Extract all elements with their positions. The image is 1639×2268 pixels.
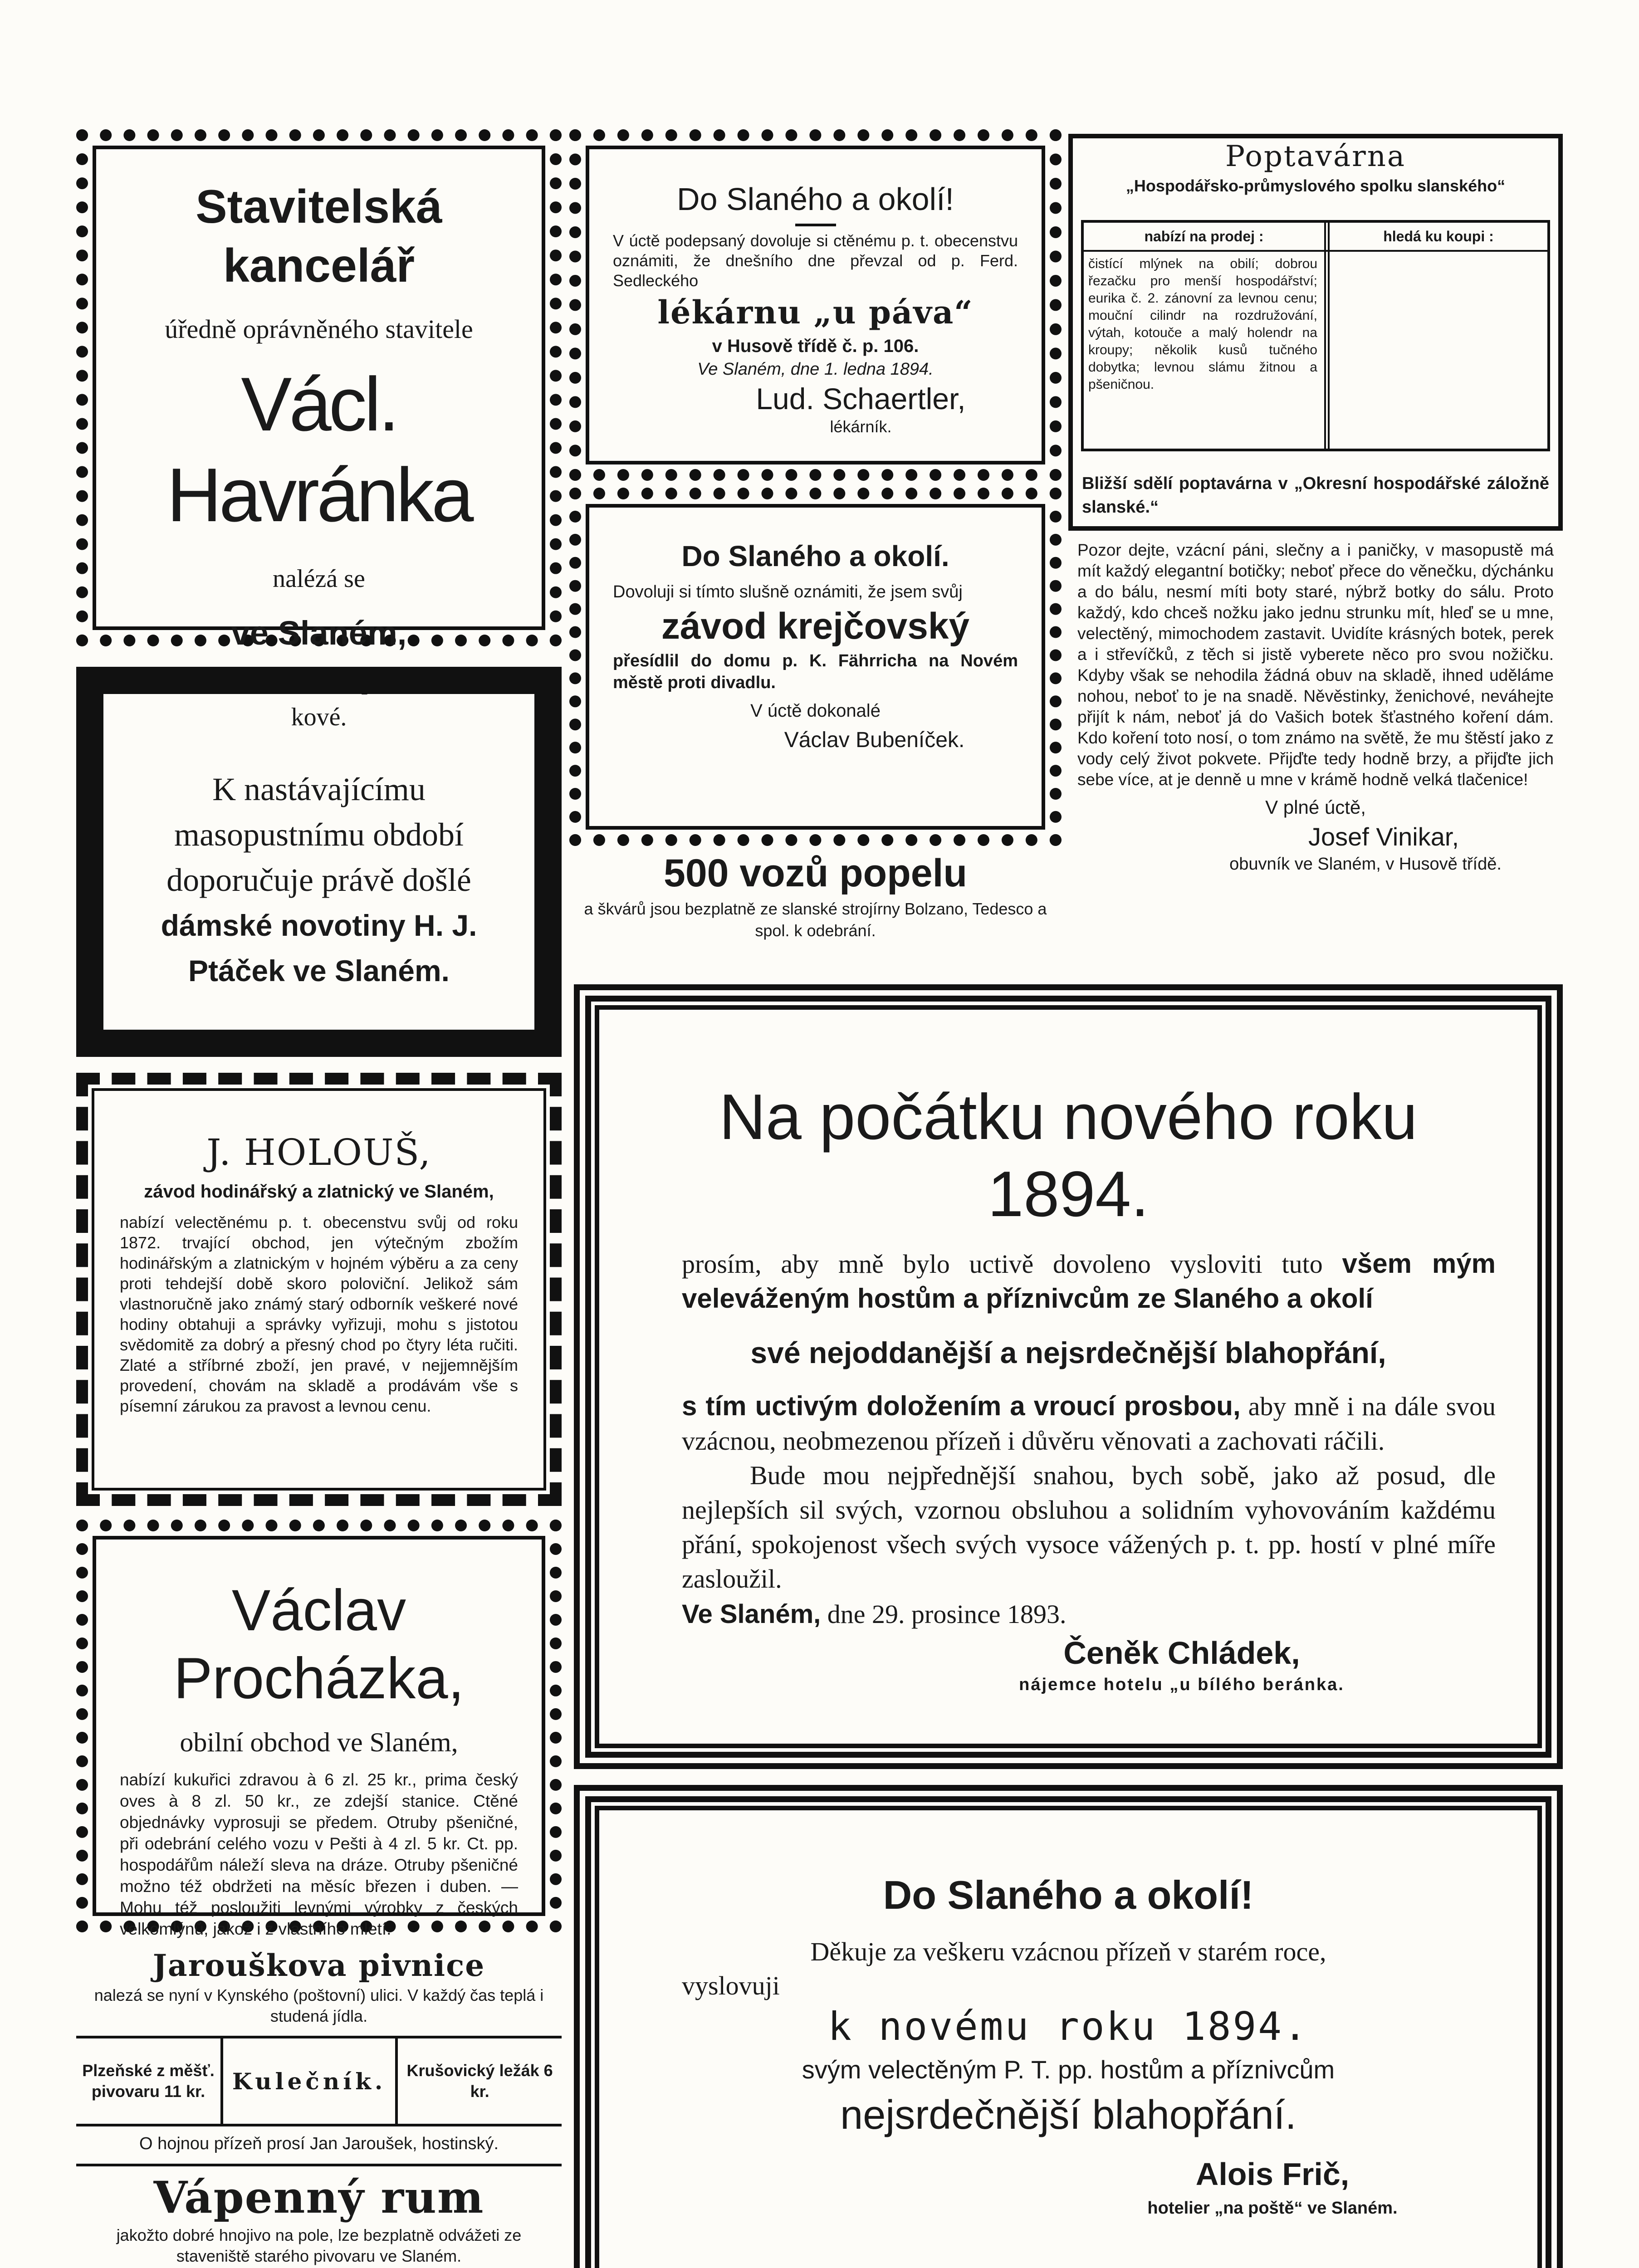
ad-text-large: nejsrdečnější blahopřání.: [840, 2092, 1297, 2138]
price-cell: Krušovický ležák 6 kr.: [396, 2037, 562, 2125]
ad-popel: [569, 848, 1062, 953]
ad-price-table: [76, 2036, 562, 2126]
ad-chladek: [574, 984, 1563, 1769]
ad-text: ve Slaném,: [231, 614, 407, 652]
short-rule: [795, 224, 836, 226]
ad-text: Ve Slaném, dne 1. ledna 1894.: [697, 360, 934, 379]
ad-stavitelska-kancelar: [76, 129, 562, 731]
ad-body: a škvárů jsou bezplatně ze slanské strojírny Bolzano, Tedesco a spol. k odebrání.: [584, 899, 1047, 940]
ad-text-bold: Ve Slaném,: [682, 1599, 821, 1629]
ad-text: doporučuje právě došlé: [166, 862, 471, 898]
poptavarna-table: [1081, 220, 1550, 451]
ad-text: vyslovuji: [682, 1971, 780, 2000]
ad-title: Do Slaného a okolí!: [883, 1872, 1254, 1917]
ad-title: Jarouškova pivnice: [152, 1948, 485, 1983]
ad-title: Vápenný rum: [153, 2172, 484, 2223]
ad-ptacek: [76, 667, 562, 1057]
ad-body: jakožto dobré hnojivo na pole, lze bezplatně odvážeti ze staveniště starého pivovaru ve Slaném.: [116, 2226, 522, 2265]
ad-text: přesídlil do domu p. K. Fährricha na Novém městě proti divadlu.: [613, 651, 1018, 692]
ad-vinikar: [1068, 540, 1563, 966]
ad-signer: Lud. Schaertler,: [756, 382, 966, 415]
ad-body: Dovoluji si tímto slušně oznámiti, že jsem svůj: [613, 582, 963, 601]
ad-subtitle: „Hospodářsko-průmyslového spolku slanského“: [1125, 176, 1506, 195]
ad-text: O hojnou přízeň prosí Jan Jaroušek, hostinský.: [139, 2134, 499, 2153]
ad-title: Do Slaného a okolí.: [681, 540, 949, 572]
ad-title: Na počátku nového roku 1894.: [719, 1081, 1418, 1230]
ad-name: lékárnu „u páva“: [657, 293, 974, 331]
ad-signer: Alois Frič,: [1195, 2156, 1350, 2192]
ad-paragraph: [641, 1389, 1496, 1458]
ad-name: závod krejčovský: [661, 606, 970, 647]
ad-signer: Josef Vinikar,: [1308, 822, 1459, 851]
ad-name: Václav Procházka,: [173, 1578, 465, 1711]
ad-text: Ptáček ve Slaném.: [188, 954, 450, 987]
ad-krejci: [569, 488, 1062, 846]
ad-name: Václ. Havránka: [166, 362, 471, 538]
ad-text: dne 29. prosince 1893.: [827, 1599, 1067, 1629]
ad-text-bold: všem mým veleváženým hostům a příznivcům ze Slaného a okolí: [682, 1248, 1496, 1314]
ad-body: V úctě podepsaný dovoluje si ctěnému p. t. obecenstvu oznámiti, že dnešního dne převzal od p. Ferd. Sedleckého: [613, 231, 1018, 290]
ad-subtitle: obilní obchod ve Slaném,: [180, 1727, 458, 1757]
ad-text: Bude mou nejpřednější snahou, bych sobě, jako až posud, dle nejlepších sil svých, vzornou obsluhou a solidním vyhovováním každému přání, spokojenost všech svých vysoce vážených p. t. pp. hostí v plné míře zasloužil.: [682, 1461, 1496, 1593]
ad-signer: Václav Bubeníček.: [784, 728, 965, 752]
ad-prochazka: [76, 1520, 562, 1938]
ad-jarouskova-pivnice: [76, 1946, 562, 2159]
ad-text: V plné úctě,: [1265, 797, 1366, 818]
ad-text: na náměstí v domě pí. Zahrád-: [163, 667, 475, 695]
ad-text-large: k novému roku 1894.: [828, 2004, 1309, 2049]
ad-text-bold: s tím uctivým doložením a vroucí prosbou,: [682, 1391, 1241, 1421]
price-cell: Kulečník.: [222, 2037, 396, 2125]
column-header: hledá ku koupi :: [1383, 228, 1494, 244]
ad-lekarna: [569, 129, 1062, 481]
ad-text: úředně oprávněného stavitele: [165, 314, 473, 344]
ad-vapenny-rum: [76, 2170, 562, 2268]
divider: [76, 2164, 562, 2166]
ad-text: nalezá se nyní v Kynského (poštovní) ulici. V každý čas teplá i studená jídla.: [94, 1986, 544, 2025]
ad-holous: [76, 1073, 562, 1506]
ad-text: dámské novotiny H. J.: [161, 909, 477, 942]
ad-text: masopustnímu období: [174, 816, 464, 853]
ad-text: v Husově třídě č. p. 106.: [712, 336, 919, 356]
ad-title: Do Slaného a okolí!: [677, 181, 954, 217]
column-divider: [1324, 223, 1330, 449]
ad-text: aby mně i na dále svou vzácnou, neobmezenou přízeň i důvěru věnovati a zachovati ráčili.: [682, 1392, 1496, 1456]
price-cell: Plzeňské z měšť. pivovaru 11 kr.: [76, 2037, 222, 2125]
offer-list: čistící mlýnek na obilí; dobrou řezačku pro menší hospodářství; eurika č. 2. zánovní za levnou cenu; mouční cilindr na rozdružování, výtah, kotouče a malý holendr na kroupy; několik kusů tučného dobytka; levnou slámu žitnou a pšeničnou.: [1088, 256, 1317, 392]
ad-title: 500 vozů popelu: [663, 851, 968, 895]
ad-text: nalézá se: [273, 565, 365, 593]
ad-text: hotelier „na poště“ ve Slaném.: [1147, 2199, 1398, 2218]
ad-date-line: [641, 1596, 1496, 1633]
ad-name: J. HOLOUŠ,: [206, 1131, 431, 1173]
column-header: nabízí na prodej :: [1144, 228, 1264, 244]
ad-footer: Bližší sdělí poptavárna v „Okresní hospodářské záložně slanské.“: [1082, 474, 1549, 517]
ad-poptavarna: [1068, 134, 1563, 531]
ad-body: nabízí velectěnému p. t. obecenstvu svůj od roku 1872. trvající obchod, jen výtečným zbožím hodinářským a zlatnickým v hojném výběru a za ceny proti tehdejší době skoro poloviční. Jelikož sám vlastnoručně jako známý starý odborník veškeré nové hodiny obtahuji a správky vyřizuji, mohu s jistotou svědomitě za dobrý a přesný chod po čtyry léta ručiti. Zlaté a stříbrné zboží, jen pravé, v nejjemnějším provedení, chovám na skladě a prodávám vše s písemní zárukou za pravost a levnou cenu.: [120, 1213, 518, 1415]
ad-text: K nastávajícímu: [212, 771, 426, 807]
ad-fric: [574, 1785, 1563, 2268]
ad-text: svým velectěným P. T. pp. hostům a příznivcům: [802, 2055, 1335, 2084]
ad-text: V úctě dokonalé: [750, 701, 881, 721]
ad-title: Poptavárna: [1225, 140, 1406, 173]
ad-text-bold: své nejoddanější a nejsrdečnější blahopřání,: [750, 1336, 1386, 1369]
ad-signer: Čeněk Chládek,: [1063, 1635, 1300, 1671]
ad-subtitle: závod hodinářský a zlatnický ve Slaném,: [144, 1182, 494, 1202]
ad-text: kové.: [291, 703, 347, 731]
ad-text: prosím, aby mně bylo uctivě dovoleno vysloviti tuto: [682, 1249, 1323, 1279]
ad-body: Pozor dejte, vzácní páni, slečny a i paničky, v masopustě má mít každý elegantní botičky; neboť přece do věnečku, dýchánku a do bálu, nesmí míti boty staré, nýbrž botky do sálu. Proto každý, kdo chceš nožku jako jednu strunku mít, hleď se u mne, velectěný, mimochodem zastavit. Uvidíte krásných botek, perek a i střevíčků, z těch si jistě vyberete něco pro svou nožičku. Kdyby však se nehodila žádná obuv na skladě, ihned uděláme nohou, neboť to je na snadě. Něvěstinky, ženichové, neváhejte přijít k nám, neboť já do Vašich botek šťastného koření dám. Kdo koření toto nosí, o tom známo na světě, že mu štěstí jako z vody celý život pokvete. Přijďte tedy hodně brzy, a přijďte jich sebe více, at je denně u mne v krámě hodně velká tlačenice!: [1077, 541, 1554, 789]
header-rule: [1084, 250, 1547, 252]
ad-title: Stavitelská kancelář: [196, 181, 442, 292]
ad-text: nájemce hotelu „u bílého beránka.: [1019, 1675, 1345, 1694]
ad-text: lékárník.: [830, 417, 892, 436]
ad-text: obuvník ve Slaném, v Husově třídě.: [1229, 855, 1502, 874]
ad-body: nabízí kukuřici zdravou à 6 zl. 25 kr., prima český oves à 8 zl. 50 kr., ze zdejší stanice. Ctěné objednávky vyprosuji se předem. Otruby pšeničné, při odebrání celého vozu v Pešti à 4 zl. 5 kr. Ct. pp. hospodářům náleží sleva na dráze. Otruby pšeničné možno též obdržeti na měsíc březen i duben. — Mohu též posloužiti levnými výrobky z českých velkomlýnů, jakož i z vlastního mletí.: [120, 1770, 518, 1938]
ad-text: Děkuje za veškeru vzácnou přízeň v starém roce,: [810, 1937, 1326, 1966]
ad-paragraph: [641, 1246, 1496, 1316]
